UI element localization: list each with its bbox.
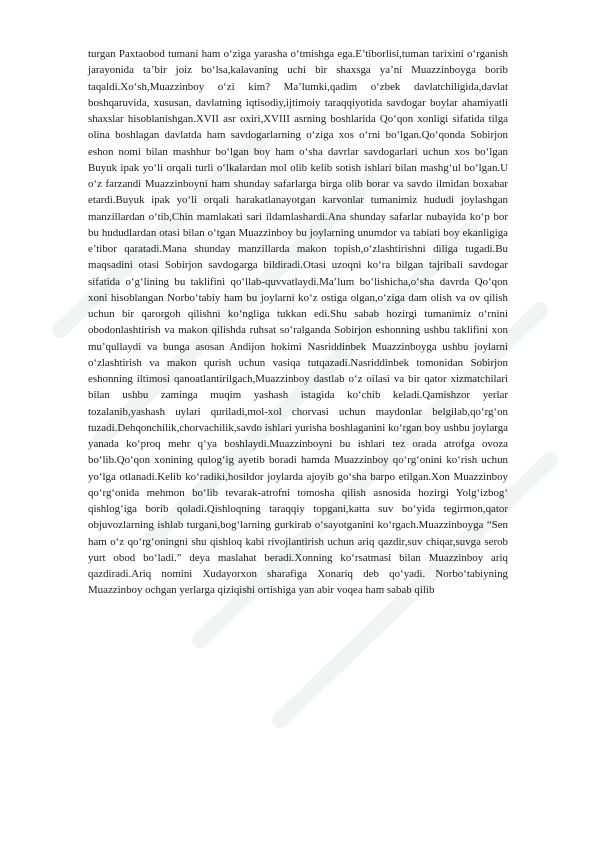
body-text: turgan Paxtaobod tumani ham o‘ziga yarasha o‘tmishga ega.E’tiborlisi,tuman tarixini o‘rganish jarayonida ta’bir joiz bo‘lsa,kalavaning uchi bir shaxsga ya’ni Muazzinboyga borib taqaldi.Xo‘sh,Muazzinboy o‘zi kim? Ma’lumki,qadim o‘zbek davlatchiligida,davlat boshqaruvida, xususan, davlatning iqtisodiy,ijtimoiy taraqqiyotida savdogar boylar ahamiyatli shaxslar hisoblanishgan.XVII asr oxiri,XVIII asrning boshlarida Qo‘qon xonligi sifatida tilga olina boshlagan davlatda ham savdogarlarning o‘ziga xos o‘rni bo‘lgan.Qo‘qonda Sobirjon eshon nomi bilan mashhur bo‘lgan boy ham o‘sha davrlar savdogarlari uchun xos bo‘lgan Buyuk ipak yo‘li orqali turli o‘lkalardan mol olib kelib sotish ishlari bilan mashg‘ul bo‘lgan.U o‘z farzandi Muazzinboyni ham shunday safarlarga birga olib borar va savdo ilmidan boxabar etardi.Buyuk ipak yo‘li orqali harakatlanayotgan karvonlar tumanimiz hududi joylashgan manzillardan o‘tib,Chin mamlakati sari ildamlashardi.Ana shunday safarlar nubayida ko‘p bor bu hududlardan otasi bilan o‘tgan Muazzinboy bu joylarning unumdor va tabiati boy ekanligiga e’tibor qaratadi.Mana shunday manzillarda makon topish,o‘zlashtirishni diliga tugadi.Bu maqsadini otasi Sobirjon savdogarga bildiradi.Otasi uzoqni ko‘ra bilgan tajribali savdogar sifatida o‘g‘lining bu taklifini qo‘llab-quvvatlaydi.Ma’lum bo‘lishicha,o‘sha davrda Qo‘qon xoni hisoblangan Norbo‘tabiy ham bu joylarni ko‘z ostiga olgan,o‘ziga dam olish va ov qilish uchun bir qarorgoh qilishni ko‘ngliga tukkan edi.Shu sabab hozirgi tumanimiz o‘rnini obodonlashtirish va makon qilishda ruhsat so‘ralganda Sobirjon eshonning ushbu taklifini xon mu’qullaydi va bunga asosan Andijon hokimi Nasriddinbek Muazzinboyga ushbu joylarni o‘zlashtirish va makon qurish uchun vasiqa tutqazadi.Nasriddinbek tomonidan Sobirjon eshonning iltimosi qanoatlantirilgach,Muazzinboy dastlab o‘z oilasi va bir qator xizmatchilari bilan ushbu zaminga muqim yashash istagida ko‘chib keladi.Qamishzor yerlar tozalanib,yashash uylari quriladi,mol-xol chorvasi uchun maydonlar belgilab,qo‘rg‘on tuzadi.Dehqonchilik,chorvachilik,savdo ishlari yurisha boshlaganini ko‘rgan boy ushbu joylarga yanada ko‘proq mehr q‘ya boshlaydi.Muazzinboyni bu ishlari tez orada atrofga ovoza bo‘lib.Qo‘qon xonining qulog‘ig ayetib boradi hamda Muazzinboy qo‘rg‘onini ko‘rish uchun yo‘lga otlanadi.Kelib ko‘radiki,hosildor joylarda ajoyib go‘sha barpo etilgan.Xon Muazzinboy qo‘rg‘onida mehmon bo‘lib tevarak-atrofni tomosha qilish asnosida hozirgi Yolg‘izbog‘ qishlog‘iga borib qoladi.Qishloqning taraqqiy topgani,katta suv bo‘yida tegirmon,qator objuvozlarning ishlab turgani,bog‘larning gurkirab o‘sayotganini ko‘rgach.Muazzinboyga “Sen ham o‘z qo‘rg‘oningni shu qishloq kabi rivojlantirish uchun ariq qazdir,suv chiqar,suvga serob yurt obod bo‘ladi.” deya maslahat beradi.Xonning ko‘rsatmasi bilan Muazzinboy ariq qazdiradi.Ariq nomini Xudayorxon sharafiga Xonariq deb qo‘yadi. Norbo‘tabiyning Muazzinboy ochgan yerlarga qiziqishi ortishiga yan abir voqea ham sabab qilib bbox=[88, 48, 508, 597]
